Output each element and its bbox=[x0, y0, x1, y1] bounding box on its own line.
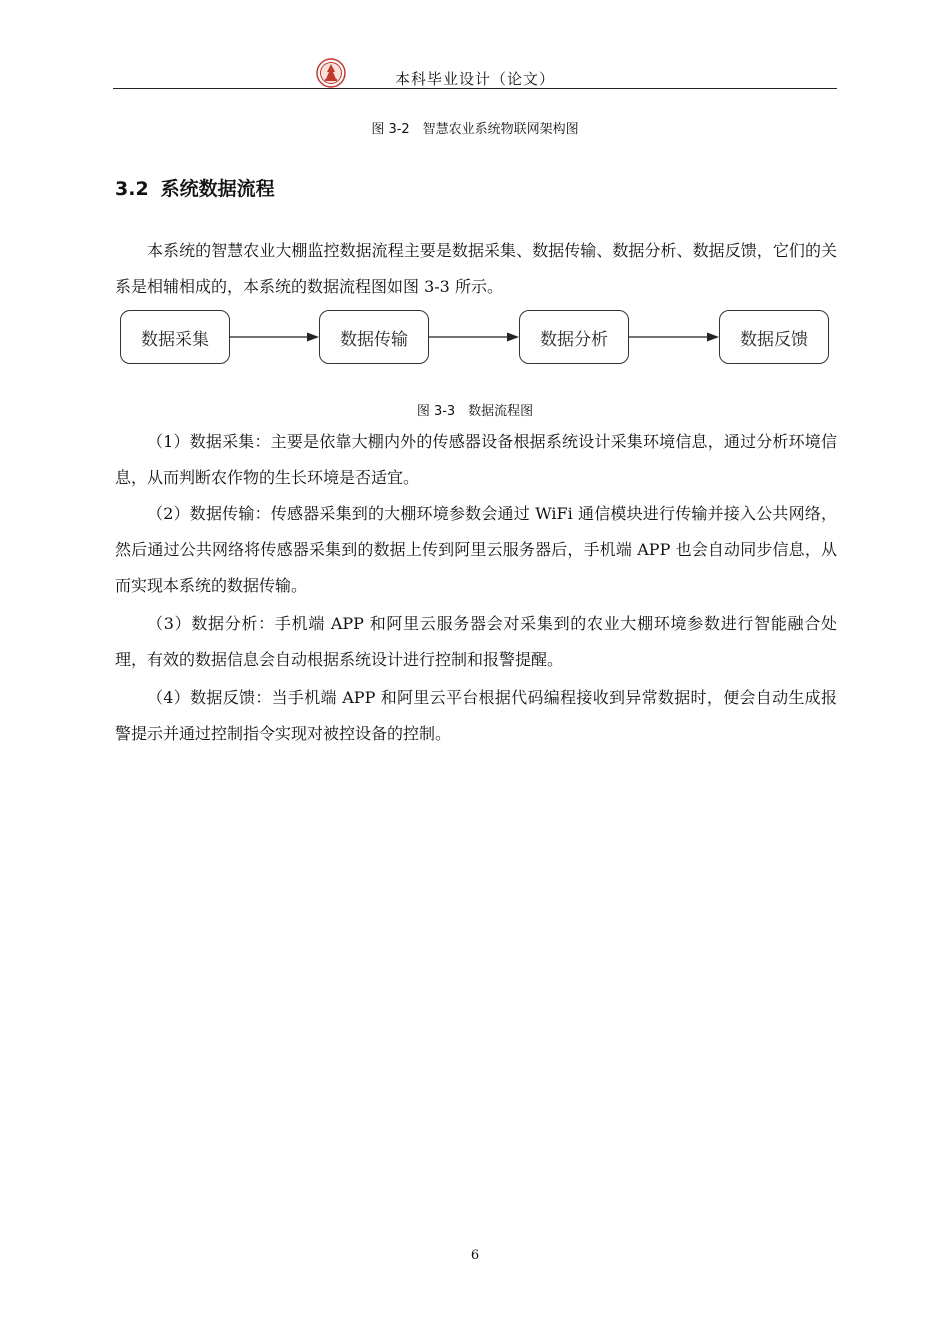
figure-3-2-caption: 图 3-2 智慧农业系统物联网架构图 bbox=[371, 122, 579, 137]
section-heading bbox=[115, 174, 275, 201]
flow-step-transmission: 数据传输 bbox=[319, 310, 429, 364]
flow-arrow-2 bbox=[429, 331, 519, 343]
item-data-feedback: （4）数据反馈：当手机端 APP 和阿里云平台根据代码编程接收到异常数据时，便会自动生成报警提示并通过控制指令实现对被控设备的控制。 bbox=[115, 688, 837, 743]
item-data-transmission: （2）数据传输：传感器采集到的大棚环境参数会通过 WiFi 通信模块进行传输并接入公共网络，然后通过公共网络将传感器采集到的数据上传到阿里云服务器后，手机端 APP 也会自动同步信息，从而实现本系统的数据传输。 bbox=[115, 504, 837, 595]
flow-arrow-3 bbox=[629, 331, 719, 343]
page-number: 6 bbox=[470, 1248, 480, 1263]
figure-3-3-caption: 图 3-3 数据流程图 bbox=[416, 404, 534, 419]
page-header bbox=[113, 56, 837, 89]
section-number: 3.2 bbox=[115, 178, 149, 200]
intro-paragraph: 本系统的智慧农业大棚监控数据流程主要是数据采集、数据传输、数据分析、数据反馈，它们的关系是相辅相成的，本系统的数据流程图如图 3-3 所示。 bbox=[115, 241, 837, 296]
header-title: 本科毕业设计（论文） bbox=[394, 70, 555, 88]
item-data-collection: （1）数据采集：主要是依靠大棚内外的传感器设备根据系统设计采集环境信息，通过分析环境信息，从而判断农作物的生长环境是否适宜。 bbox=[115, 432, 837, 487]
item-data-analysis: （3）数据分析：手机端 APP 和阿里云服务器会对采集到的农业大棚环境参数进行智能融合处理，有效的数据信息会自动根据系统设计进行控制和报警提醒。 bbox=[115, 614, 837, 669]
flow-step-collection: 数据采集 bbox=[120, 310, 230, 364]
section-title: 系统数据流程 bbox=[160, 178, 275, 200]
flow-step-analysis: 数据分析 bbox=[519, 310, 629, 364]
flow-arrow-1 bbox=[229, 331, 319, 343]
flow-step-feedback: 数据反馈 bbox=[719, 310, 829, 364]
